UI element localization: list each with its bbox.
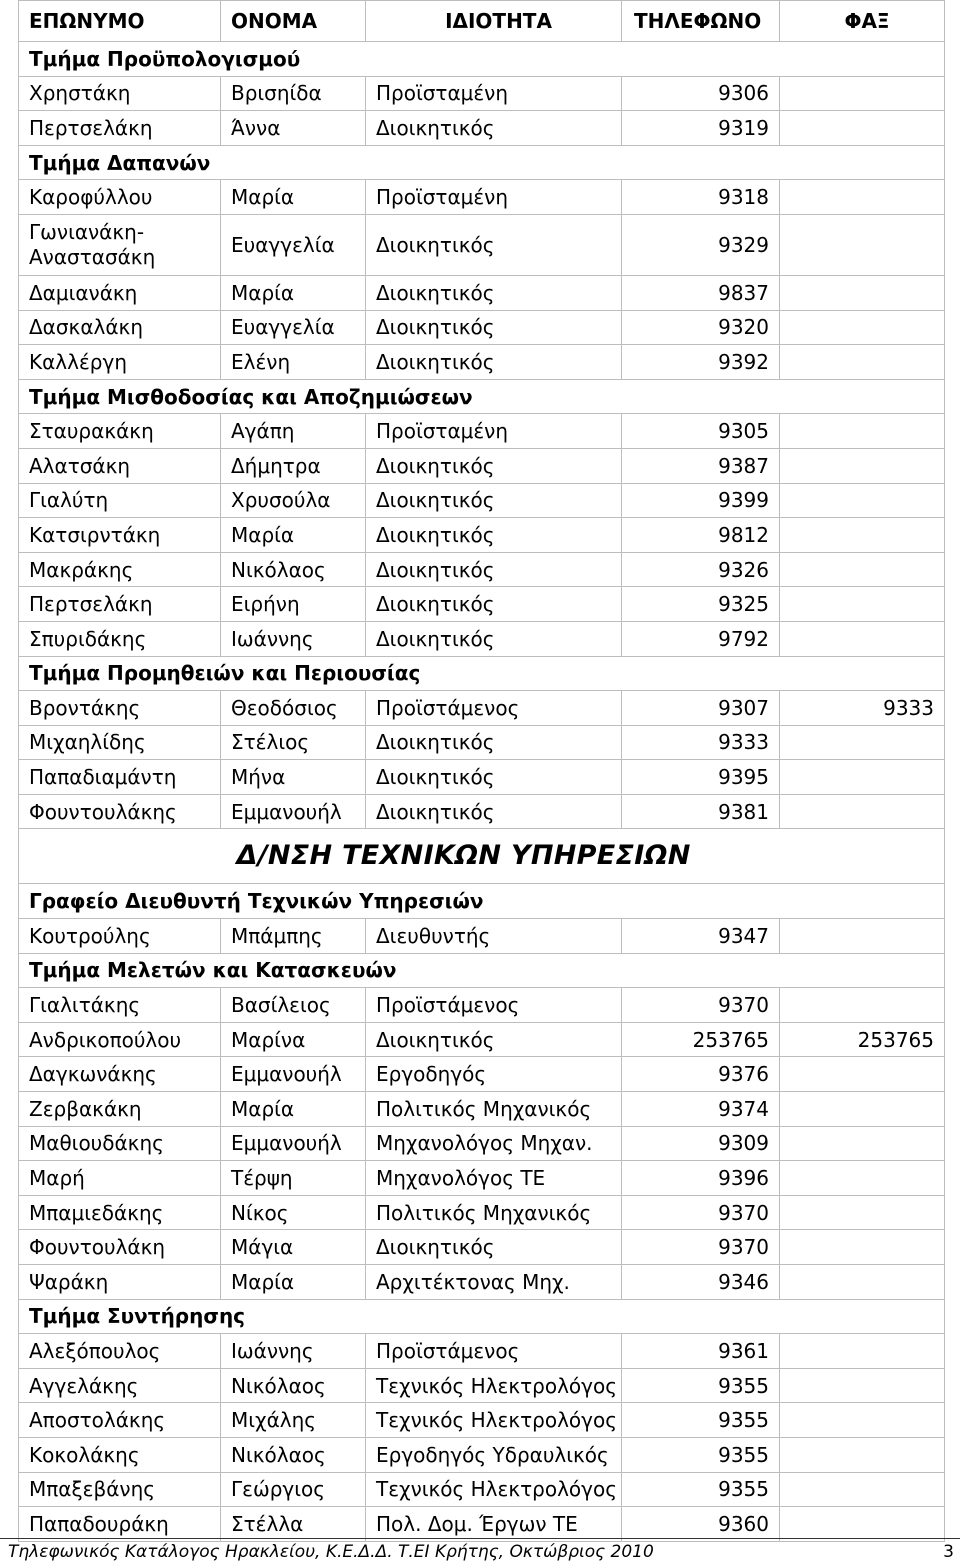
name-cell: Βρισηίδα xyxy=(221,76,366,111)
surname-cell: Αλεξόπουλος xyxy=(19,1334,221,1369)
header-name: ΟΝΟΜΑ xyxy=(221,1,366,42)
title-cell: Πολιτικός Μηχανικός xyxy=(366,1195,622,1230)
fax-cell: 9333 xyxy=(780,691,945,726)
name-cell: Νίκος xyxy=(221,1195,366,1230)
fax-cell xyxy=(780,518,945,553)
title-cell: Εργοδηγός xyxy=(366,1057,622,1092)
fax-cell xyxy=(780,414,945,449)
name-cell: Ειρήνη xyxy=(221,587,366,622)
surname-cell: Μαρή xyxy=(19,1161,221,1196)
fax-cell xyxy=(780,794,945,829)
name-cell: Μαρία xyxy=(221,275,366,310)
fax-cell xyxy=(780,1230,945,1265)
department-title: Τμήμα Δαπανών xyxy=(19,145,780,180)
department-row xyxy=(19,953,945,988)
table-row xyxy=(19,1195,945,1230)
phone-cell: 9320 xyxy=(622,310,780,345)
department-title: Τμήμα Προμηθειών και Περιουσίας xyxy=(19,656,780,691)
fax-cell xyxy=(780,1403,945,1438)
empty-cell xyxy=(780,884,945,919)
department-title: Τμήμα Προϋπολογισμού xyxy=(19,42,780,77)
phone-cell: 9374 xyxy=(622,1092,780,1127)
title-cell: Τεχνικός Ηλεκτρολόγος xyxy=(366,1403,622,1438)
table-row xyxy=(19,1230,945,1265)
name-cell: Μαρία xyxy=(221,1092,366,1127)
title-cell: Τεχνικός Ηλεκτρολόγος xyxy=(366,1368,622,1403)
department-row xyxy=(19,656,945,691)
fax-cell xyxy=(780,1195,945,1230)
title-cell: Διοικητικός xyxy=(366,1230,622,1265)
phone-cell: 9376 xyxy=(622,1057,780,1092)
empty-cell xyxy=(780,1299,945,1334)
surname-cell: Μιχαηλίδης xyxy=(19,725,221,760)
phone-cell: 9355 xyxy=(622,1472,780,1507)
phone-cell: 9792 xyxy=(622,621,780,656)
department-title: Τμήμα Συντήρησης xyxy=(19,1299,780,1334)
table-row xyxy=(19,988,945,1023)
surname-cell: Δαμιανάκη xyxy=(19,275,221,310)
section-row xyxy=(19,829,945,884)
name-cell: Χρυσούλα xyxy=(221,483,366,518)
header-surname: ΕΠΩΝΥΜΟ xyxy=(19,1,221,42)
phone-cell: 9333 xyxy=(622,725,780,760)
phone-cell: 9812 xyxy=(622,518,780,553)
table-row xyxy=(19,76,945,111)
page-footer xyxy=(0,1538,960,1567)
table-row xyxy=(19,1265,945,1300)
table-row xyxy=(19,1022,945,1057)
name-cell: Μαρίνα xyxy=(221,1022,366,1057)
phone-cell: 9370 xyxy=(622,1230,780,1265)
table-row xyxy=(19,345,945,380)
table-row xyxy=(19,760,945,795)
table-row xyxy=(19,1437,945,1472)
department-row xyxy=(19,1299,945,1334)
fax-cell xyxy=(780,988,945,1023)
page-number: 3 xyxy=(943,1542,954,1562)
title-cell: Διοικητικός xyxy=(366,214,622,275)
fax-cell xyxy=(780,552,945,587)
title-cell: Διοικητικός xyxy=(366,483,622,518)
phone-cell: 9329 xyxy=(622,214,780,275)
empty-cell xyxy=(780,953,945,988)
empty-cell xyxy=(780,145,945,180)
surname-cell: Δαγκωνάκης xyxy=(19,1057,221,1092)
name-cell: Ελένη xyxy=(221,345,366,380)
title-cell: Προϊσταμένη xyxy=(366,76,622,111)
fax-cell xyxy=(780,310,945,345)
name-cell: Νικόλαος xyxy=(221,1437,366,1472)
title-cell: Μηχανολόγος Μηχαν. xyxy=(366,1126,622,1161)
name-cell: Ιωάννης xyxy=(221,621,366,656)
fax-cell xyxy=(780,448,945,483)
phone-cell: 9318 xyxy=(622,180,780,215)
table-row xyxy=(19,483,945,518)
table-row xyxy=(19,1334,945,1369)
name-cell: Μιχάλης xyxy=(221,1403,366,1438)
name-cell: Βασίλειος xyxy=(221,988,366,1023)
phone-cell: 9399 xyxy=(622,483,780,518)
title-cell: Αρχιτέκτονας Μηχ. xyxy=(366,1265,622,1300)
fax-cell xyxy=(780,1334,945,1369)
phone-cell: 9347 xyxy=(622,919,780,954)
phone-cell: 9306 xyxy=(622,76,780,111)
fax-cell xyxy=(780,275,945,310)
fax-cell xyxy=(780,760,945,795)
name-cell: Μαρία xyxy=(221,180,366,215)
fax-cell xyxy=(780,180,945,215)
table-row xyxy=(19,794,945,829)
surname-cell: Μακράκης xyxy=(19,552,221,587)
fax-cell xyxy=(780,111,945,146)
title-cell: Διοικητικός xyxy=(366,448,622,483)
fax-cell xyxy=(780,1126,945,1161)
phone-cell: 9309 xyxy=(622,1126,780,1161)
empty-cell xyxy=(780,379,945,414)
empty-cell xyxy=(780,42,945,77)
name-cell: Εμμανουήλ xyxy=(221,1126,366,1161)
surname-cell: Αλατσάκη xyxy=(19,448,221,483)
name-cell: Γεώργιος xyxy=(221,1472,366,1507)
phone-cell: 9325 xyxy=(622,587,780,622)
fax-cell xyxy=(780,483,945,518)
fax-cell xyxy=(780,621,945,656)
table-row xyxy=(19,621,945,656)
table-row xyxy=(19,691,945,726)
table-row xyxy=(19,919,945,954)
surname-cell: Φουντουλάκη xyxy=(19,1230,221,1265)
fax-cell xyxy=(780,1437,945,1472)
surname-cell: Δασκαλάκη xyxy=(19,310,221,345)
title-cell: Διοικητικός xyxy=(366,310,622,345)
table-row xyxy=(19,1057,945,1092)
directory-body xyxy=(19,42,945,1542)
surname-cell: Αποστολάκης xyxy=(19,1403,221,1438)
name-cell: Στέλιος xyxy=(221,725,366,760)
title-cell: Πολ. Δομ. Έργων ΤΕ xyxy=(366,1507,622,1542)
table-row xyxy=(19,1472,945,1507)
table-row xyxy=(19,1403,945,1438)
department-title: Τμήμα Μισθοδοσίας και Αποζημιώσεων xyxy=(19,379,780,414)
table-row xyxy=(19,1161,945,1196)
header-title: ΙΔΙΟΤΗΤΑ xyxy=(366,1,622,42)
table-row xyxy=(19,111,945,146)
phone-cell: 9355 xyxy=(622,1437,780,1472)
phone-cell: 9326 xyxy=(622,552,780,587)
fax-cell xyxy=(780,1472,945,1507)
fax-cell xyxy=(780,1265,945,1300)
table-row xyxy=(19,414,945,449)
surname-cell: Γιαλύτη xyxy=(19,483,221,518)
table-row xyxy=(19,214,945,275)
surname-cell: Φουντουλάκης xyxy=(19,794,221,829)
name-cell: Νικόλαος xyxy=(221,1368,366,1403)
name-cell: Αγάπη xyxy=(221,414,366,449)
surname-cell: Κατσιρντάκη xyxy=(19,518,221,553)
phone-cell: 9319 xyxy=(622,111,780,146)
fax-cell xyxy=(780,76,945,111)
table-row xyxy=(19,552,945,587)
surname-cell: Κουτρούλης xyxy=(19,919,221,954)
phone-cell: 9392 xyxy=(622,345,780,380)
table-row xyxy=(19,180,945,215)
name-cell: Ευαγγελία xyxy=(221,214,366,275)
title-cell: Διοικητικός xyxy=(366,794,622,829)
name-cell: Μήνα xyxy=(221,760,366,795)
surname-cell: Ζερβακάκη xyxy=(19,1092,221,1127)
title-cell: Προϊστάμενος xyxy=(366,1334,622,1369)
surname-cell: Ψαράκη xyxy=(19,1265,221,1300)
phone-cell: 9387 xyxy=(622,448,780,483)
title-cell: Διευθυντής xyxy=(366,919,622,954)
name-cell: Εμμανουήλ xyxy=(221,794,366,829)
title-cell: Διοικητικός xyxy=(366,587,622,622)
title-cell: Διοικητικός xyxy=(366,111,622,146)
department-title: Γραφείο Διευθυντή Τεχνικών Υπηρεσιών xyxy=(19,884,780,919)
name-cell: Μαρία xyxy=(221,518,366,553)
phone-cell: 9361 xyxy=(622,1334,780,1369)
title-cell: Προϊσταμένη xyxy=(366,414,622,449)
name-cell: Μαρία xyxy=(221,1265,366,1300)
table-row xyxy=(19,1092,945,1127)
title-cell: Διοικητικός xyxy=(366,621,622,656)
phone-cell: 253765 xyxy=(622,1022,780,1057)
name-cell: Θεοδόσιος xyxy=(221,691,366,726)
section-title: Δ/ΝΣΗ ΤΕΧΝΙΚΩΝ ΥΠΗΡΕΣΙΩΝ xyxy=(221,829,945,884)
title-cell: Προϊσταμένη xyxy=(366,180,622,215)
name-cell: Στέλλα xyxy=(221,1507,366,1542)
surname-cell: Σταυρακάκη xyxy=(19,414,221,449)
phone-cell: 9381 xyxy=(622,794,780,829)
department-row xyxy=(19,379,945,414)
phone-cell: 9346 xyxy=(622,1265,780,1300)
title-cell: Διοικητικός xyxy=(366,552,622,587)
surname-cell: Μαθιουδάκης xyxy=(19,1126,221,1161)
name-cell: Μπάμπης xyxy=(221,919,366,954)
phone-cell: 9395 xyxy=(622,760,780,795)
phone-directory-table xyxy=(18,0,945,1542)
title-cell: Μηχανολόγος ΤΕ xyxy=(366,1161,622,1196)
name-cell: Νικόλαος xyxy=(221,552,366,587)
empty-cell xyxy=(780,656,945,691)
header-row xyxy=(19,1,945,42)
fax-cell xyxy=(780,1368,945,1403)
title-cell: Προϊστάμενος xyxy=(366,691,622,726)
phone-cell: 9355 xyxy=(622,1368,780,1403)
name-cell: Δήμητρα xyxy=(221,448,366,483)
fax-cell: 253765 xyxy=(780,1022,945,1057)
surname-cell: Παπαδιαμάντη xyxy=(19,760,221,795)
surname-cell: Κοκολάκης xyxy=(19,1437,221,1472)
phone-cell: 9360 xyxy=(622,1507,780,1542)
table-row xyxy=(19,587,945,622)
title-cell: Εργοδηγός Υδραυλικός xyxy=(366,1437,622,1472)
fax-cell xyxy=(780,1161,945,1196)
title-cell: Πολιτικός Μηχανικός xyxy=(366,1092,622,1127)
department-row xyxy=(19,42,945,77)
title-cell: Τεχνικός Ηλεκτρολόγος xyxy=(366,1472,622,1507)
table-row xyxy=(19,275,945,310)
empty-cell xyxy=(19,829,221,884)
title-cell: Διοικητικός xyxy=(366,518,622,553)
title-cell: Διοικητικός xyxy=(366,760,622,795)
fax-cell xyxy=(780,345,945,380)
phone-cell: 9837 xyxy=(622,275,780,310)
name-cell: Μάγια xyxy=(221,1230,366,1265)
phone-cell: 9305 xyxy=(622,414,780,449)
title-cell: Διοικητικός xyxy=(366,725,622,760)
footer-text: Τηλεφωνικός Κατάλογος Ηρακλείου, Κ.Ε.Δ.Δ. Τ.ΕΙ Κρήτης, Οκτώβριος 2010 xyxy=(8,1542,654,1562)
table-row xyxy=(19,518,945,553)
phone-cell: 9307 xyxy=(622,691,780,726)
fax-cell xyxy=(780,725,945,760)
fax-cell xyxy=(780,587,945,622)
fax-cell xyxy=(780,214,945,275)
table-row xyxy=(19,1507,945,1542)
surname-cell: Γιαλιτάκης xyxy=(19,988,221,1023)
table-row xyxy=(19,725,945,760)
department-title: Τμήμα Μελετών και Κατασκευών xyxy=(19,953,780,988)
title-cell: Προϊστάμενος xyxy=(366,988,622,1023)
table-row xyxy=(19,448,945,483)
surname-cell: Χρηστάκη xyxy=(19,76,221,111)
surname-cell: Γωνιανάκη-Αναστασάκη xyxy=(19,214,221,275)
table-row xyxy=(19,1126,945,1161)
surname-cell: Μπαξεβάνης xyxy=(19,1472,221,1507)
name-cell: Ευαγγελία xyxy=(221,310,366,345)
surname-cell: Βροντάκης xyxy=(19,691,221,726)
fax-cell xyxy=(780,1057,945,1092)
name-cell: Ιωάννης xyxy=(221,1334,366,1369)
table-row xyxy=(19,1368,945,1403)
phone-cell: 9370 xyxy=(622,1195,780,1230)
fax-cell xyxy=(780,1507,945,1542)
surname-cell: Μπαμιεδάκης xyxy=(19,1195,221,1230)
table-row xyxy=(19,310,945,345)
title-cell: Διοικητικός xyxy=(366,1022,622,1057)
name-cell: Εμμανουήλ xyxy=(221,1057,366,1092)
title-cell: Διοικητικός xyxy=(366,275,622,310)
surname-cell: Περτσελάκη xyxy=(19,587,221,622)
name-cell: Τέρψη xyxy=(221,1161,366,1196)
surname-cell: Ανδρικοπούλου xyxy=(19,1022,221,1057)
fax-cell xyxy=(780,919,945,954)
header-phone: ΤΗΛΕΦΩΝΟ xyxy=(622,1,780,42)
title-cell: Διοικητικός xyxy=(366,345,622,380)
name-cell: Άννα xyxy=(221,111,366,146)
surname-cell: Σπυριδάκης xyxy=(19,621,221,656)
fax-cell xyxy=(780,1092,945,1127)
phone-cell: 9370 xyxy=(622,988,780,1023)
department-row xyxy=(19,884,945,919)
surname-cell: Περτσελάκη xyxy=(19,111,221,146)
header-fax: ΦΑΞ xyxy=(780,1,945,42)
department-row xyxy=(19,145,945,180)
surname-cell: Παπαδουράκη xyxy=(19,1507,221,1542)
phone-cell: 9396 xyxy=(622,1161,780,1196)
surname-cell: Αγγελάκης xyxy=(19,1368,221,1403)
surname-cell: Καροφύλλου xyxy=(19,180,221,215)
phone-cell: 9355 xyxy=(622,1403,780,1438)
surname-cell: Καλλέργη xyxy=(19,345,221,380)
